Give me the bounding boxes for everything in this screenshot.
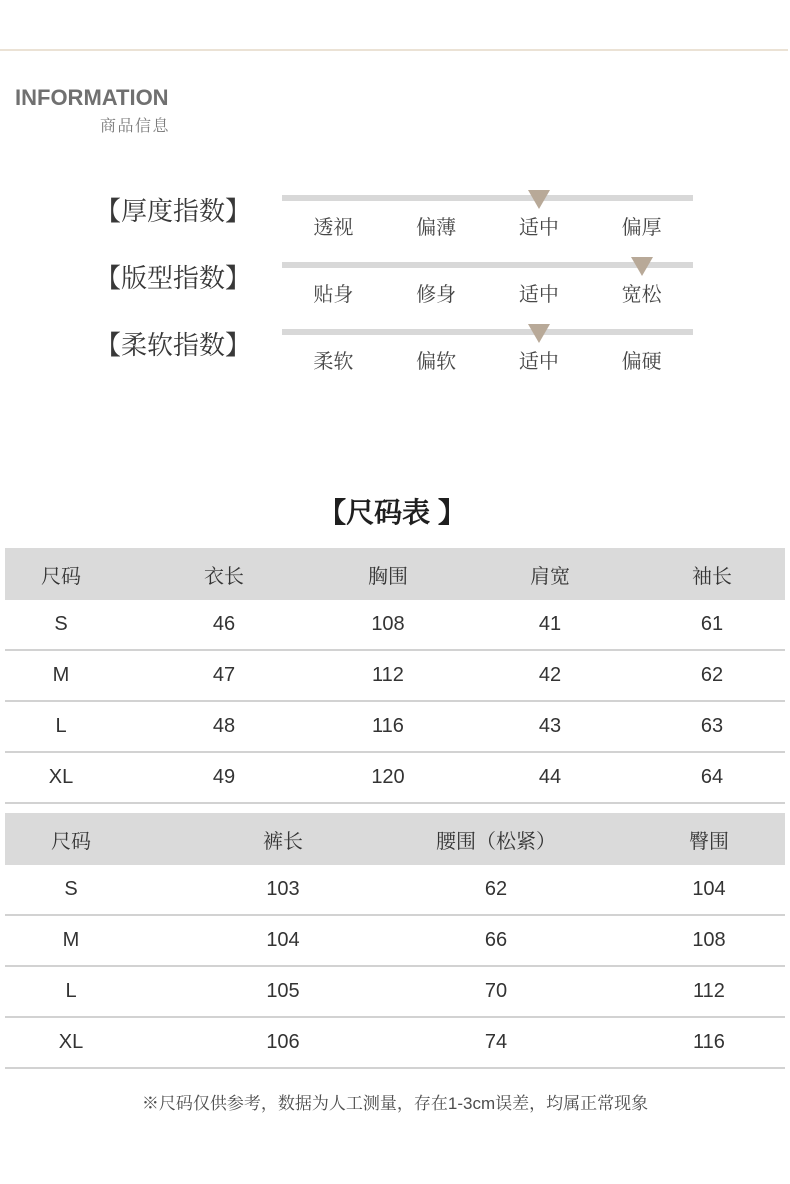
- index-option: 柔软: [313, 351, 354, 373]
- table-header-row: [5, 548, 785, 600]
- table-cell: 46: [212, 613, 236, 635]
- measurement-footnote: ※尺码仅供参考，数据为人工测量，存在1-3cm误差，均属正常现象: [141, 1094, 649, 1113]
- top-divider: [0, 49, 788, 51]
- index-track-bar: [282, 195, 693, 201]
- table-header-cell: 尺码: [41, 565, 81, 588]
- table-header-cell: 腰围（松紧）: [436, 830, 556, 853]
- index-options: [282, 349, 693, 375]
- bottom-size-table: [5, 813, 785, 1069]
- triangle-down-icon: [631, 257, 653, 276]
- table-cell: 62: [484, 878, 508, 900]
- table-cell: 120: [371, 766, 405, 788]
- index-option: 贴身: [313, 284, 354, 306]
- table-cell: 44: [538, 766, 562, 788]
- table-header-cell: 尺码: [51, 830, 91, 853]
- table-cell: XL: [58, 1031, 84, 1053]
- table-header-cell: 衣长: [204, 565, 244, 588]
- triangle-down-icon: [528, 324, 550, 343]
- table-cell: S: [54, 613, 68, 635]
- top-size-table: [5, 548, 785, 804]
- table-row: [5, 651, 785, 702]
- table-cell: 105: [266, 980, 300, 1002]
- index-options: [282, 215, 693, 241]
- table-cell: 112: [693, 980, 725, 1002]
- index-track-bar: [282, 329, 693, 335]
- section-heading-en: INFORMATION: [15, 85, 169, 110]
- table-header-row: [5, 813, 785, 865]
- index-option: 适中: [518, 284, 559, 306]
- table-cell: 104: [692, 878, 726, 900]
- index-label: 【厚度指数】: [95, 196, 252, 226]
- index-option: 偏硬: [621, 351, 662, 373]
- table-cell: 49: [212, 766, 236, 788]
- table-cell: 74: [484, 1031, 508, 1053]
- index-option: 适中: [518, 217, 559, 239]
- index-option: 偏薄: [416, 217, 457, 239]
- index-option: 偏厚: [621, 217, 662, 239]
- table-cell: 61: [700, 613, 724, 635]
- table-cell: 104: [266, 929, 300, 951]
- table-row: [5, 600, 785, 651]
- softness-index-row: [0, 329, 790, 381]
- table-row: [5, 967, 785, 1018]
- table-row: [5, 753, 785, 804]
- table-cell: M: [62, 929, 80, 951]
- table-cell: 116: [372, 715, 404, 737]
- table-cell: S: [64, 878, 78, 900]
- table-cell: 112: [372, 664, 404, 686]
- index-option: 透视: [313, 217, 354, 239]
- index-option: 适中: [518, 351, 559, 373]
- table-header-cell: 袖长: [692, 565, 732, 588]
- table-cell: 108: [371, 613, 405, 635]
- thickness-index-row: [0, 195, 790, 247]
- table-cell: XL: [48, 766, 74, 788]
- table-cell: 66: [484, 929, 508, 951]
- table-cell: 62: [700, 664, 724, 686]
- table-cell: 43: [538, 715, 562, 737]
- table-cell: 106: [266, 1031, 300, 1053]
- table-header-cell: 裤长: [263, 830, 303, 853]
- index-option: 修身: [416, 284, 457, 306]
- table-row: [5, 865, 785, 916]
- table-row: [5, 702, 785, 753]
- table-cell: 41: [538, 613, 562, 635]
- table-cell: M: [52, 664, 70, 686]
- table-cell: L: [55, 715, 67, 737]
- fit-index-row: [0, 262, 790, 314]
- table-cell: 63: [700, 715, 724, 737]
- table-cell: 48: [212, 715, 236, 737]
- index-option: 偏软: [416, 351, 457, 373]
- table-cell: 103: [266, 878, 300, 900]
- index-label: 【柔软指数】: [95, 330, 252, 360]
- table-cell: L: [65, 980, 77, 1002]
- table-cell: 70: [484, 980, 508, 1002]
- table-cell: 64: [700, 766, 724, 788]
- index-option: 宽松: [621, 284, 662, 306]
- table-row: [5, 916, 785, 967]
- table-cell: 116: [693, 1031, 725, 1053]
- section-heading-cn: 商品信息: [100, 118, 171, 135]
- index-label: 【版型指数】: [95, 263, 252, 293]
- table-cell: 47: [212, 664, 236, 686]
- table-row: [5, 1018, 785, 1069]
- table-header-cell: 胸围: [368, 565, 408, 588]
- table-header-cell: 肩宽: [530, 565, 570, 588]
- size-chart-title: 【尺码表 】: [318, 497, 466, 528]
- table-header-cell: 臀围: [689, 830, 729, 853]
- table-cell: 42: [538, 664, 562, 686]
- table-cell: 108: [692, 929, 726, 951]
- index-options: [282, 282, 693, 308]
- triangle-down-icon: [528, 190, 550, 209]
